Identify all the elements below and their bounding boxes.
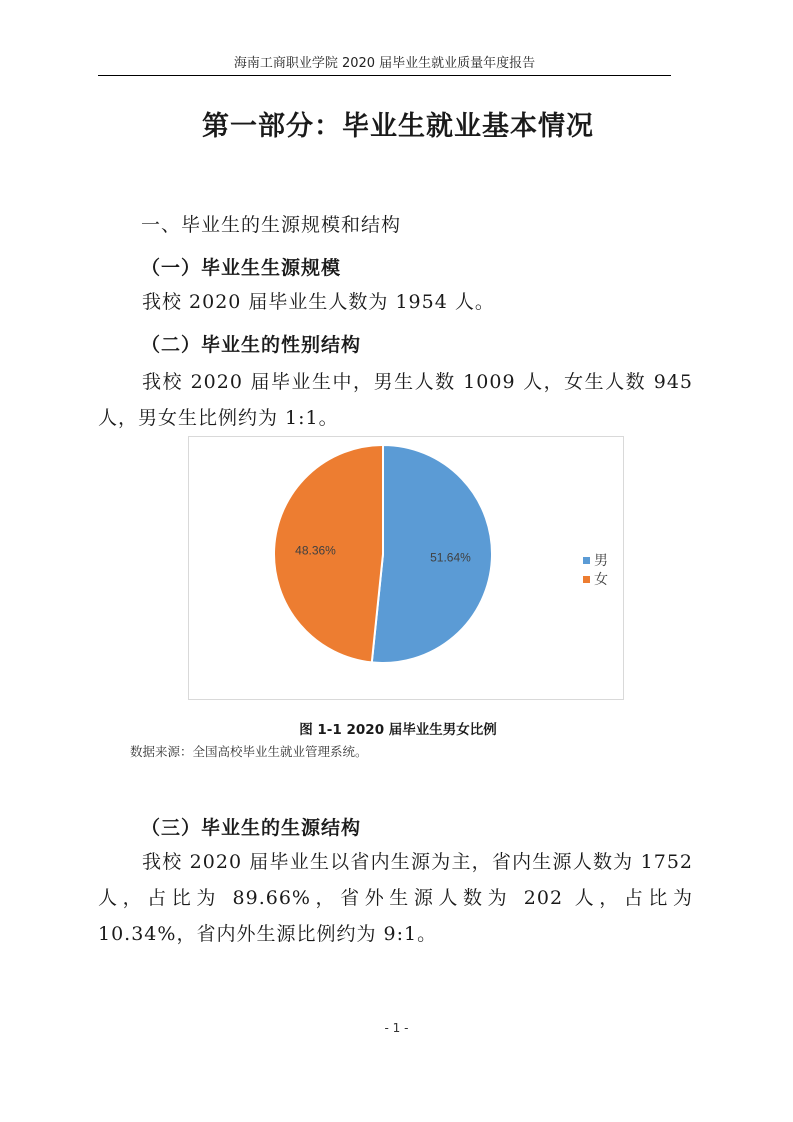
data-label-female: 48.36% [295, 543, 336, 558]
paragraph-gender: 我校 2020 届毕业生中，男生人数 1009 人，女生人数 945 人，男女生比例约为 1:1。 [98, 371, 693, 429]
paragraph-scale: 我校 2020 届毕业生人数为 1954 人。 [142, 291, 495, 313]
subsection-heading-origin: （三）毕业生的生源结构 [141, 817, 362, 839]
page-title: 第一部分：毕业生就业基本情况 [202, 111, 594, 142]
figure-source: 数据来源：全国高校毕业生就业管理系统。 [130, 744, 368, 759]
legend-label-female: 女 [594, 572, 608, 588]
gender-pie-chart [188, 436, 624, 700]
subsection-heading-gender: （二）毕业生的性别结构 [141, 334, 362, 356]
page-number: - 1 - [384, 1021, 409, 1035]
legend-swatch-male [583, 557, 590, 564]
data-label-male: 51.64% [430, 550, 471, 565]
subsection-heading-scale: （一）毕业生生源规模 [141, 257, 342, 279]
paragraph-origin: 我校 2020 届毕业生以省内生源为主，省内生源人数为 1752 人，占比为 89.66%，省外生源人数为 202 人，占比为 10.34%，省内外生源比例约为 9:1。 [98, 851, 693, 945]
section-heading: 一、毕业生的生源规模和结构 [141, 214, 402, 236]
legend-swatch-female [583, 576, 590, 583]
pie-chart-svg [189, 437, 623, 699]
running-header: 海南工商职业学院 2020 届毕业生就业质量年度报告 [233, 56, 536, 71]
figure-caption: 图 1-1 2020 届毕业生男女比例 [299, 722, 497, 738]
header-divider [98, 75, 671, 76]
legend-item-female [583, 569, 608, 589]
legend-item-male [583, 550, 608, 570]
legend-label-male: 男 [594, 553, 608, 569]
